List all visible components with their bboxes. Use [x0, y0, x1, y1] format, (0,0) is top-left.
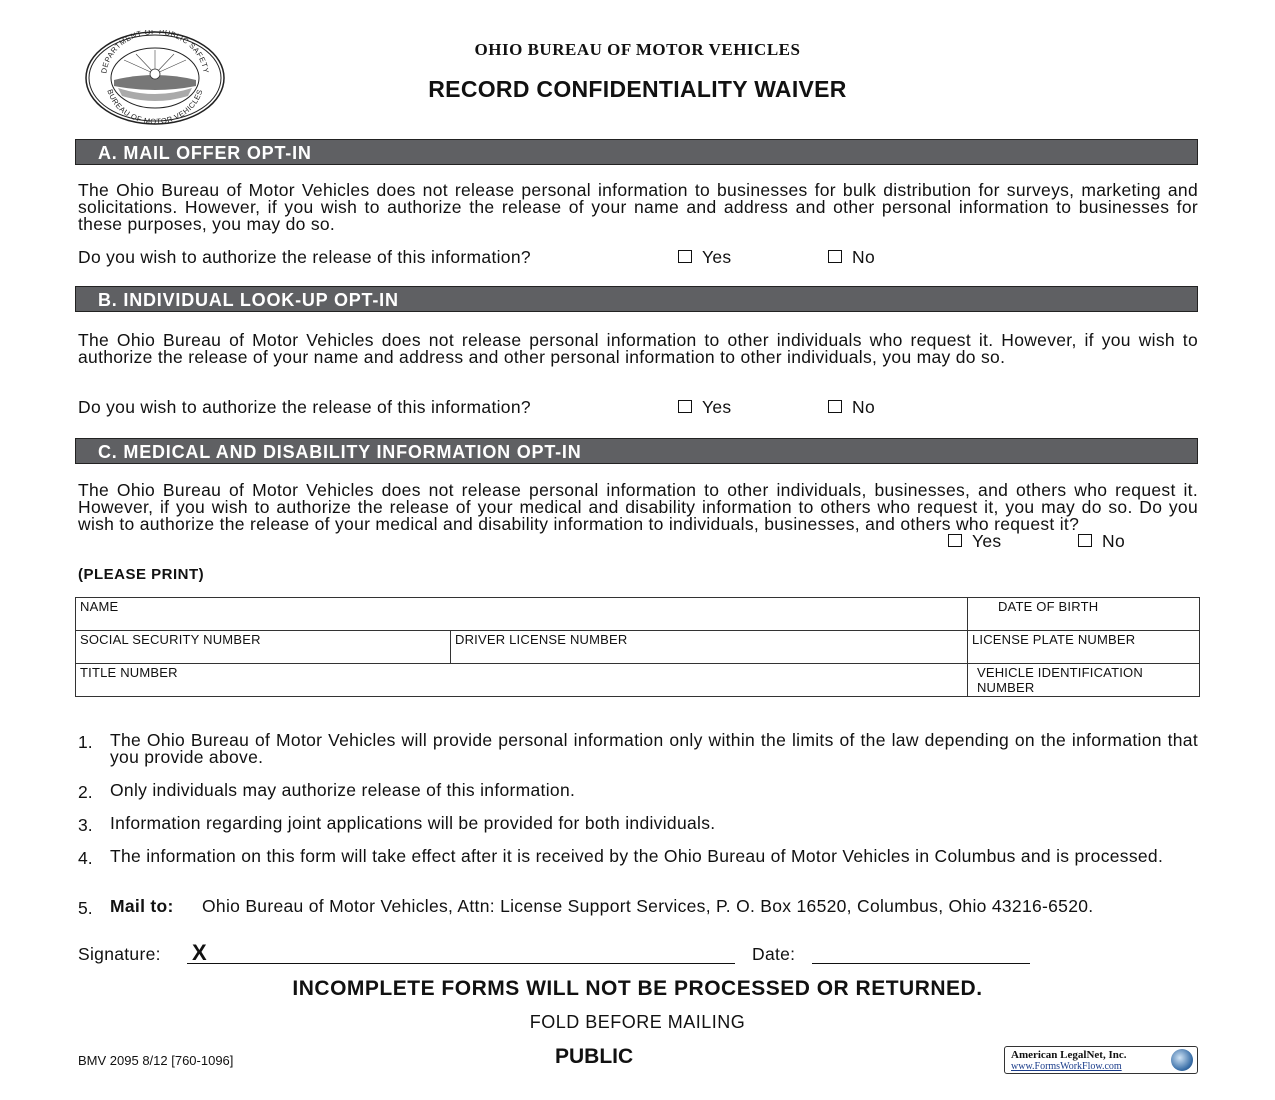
date-label: Date:: [752, 944, 796, 964]
section-c-no-option[interactable]: [1078, 531, 1125, 552]
please-print-label: (PLEASE PRINT): [78, 566, 205, 583]
signature-line[interactable]: [187, 963, 735, 964]
svg-text:BUREAU OF MOTOR VEHICLES: [105, 88, 204, 126]
section-b-body: The Ohio Bureau of Motor Vehicles does not release personal information to other individuals who request it. However, if you wish to authorize the release of your name and address and other personal information to other individuals, you may do so.: [78, 330, 1198, 367]
section-a-heading: A. MAIL OFFER OPT-IN: [75, 139, 1198, 165]
dl-label: DRIVER LICENSE NUMBER: [455, 632, 628, 647]
section-c-heading: C. MEDICAL AND DISABILITY INFORMATION OPT-IN: [75, 438, 1198, 464]
note-2-number: 2.: [78, 782, 93, 802]
section-b-yes-option[interactable]: [678, 397, 731, 418]
ssn-label: SOCIAL SECURITY NUMBER: [80, 632, 261, 647]
section-b-yes-label: Yes: [702, 397, 732, 417]
public-marking: PUBLIC: [555, 1045, 634, 1068]
name-field[interactable]: [76, 598, 968, 631]
section-a-yes-label: Yes: [702, 247, 732, 267]
section-a-no-label: No: [852, 247, 875, 267]
publisher-name: American LegalNet, Inc.: [1011, 1049, 1127, 1061]
note-3-text: Information regarding joint applications will be provided for both individuals.: [110, 813, 716, 833]
dob-field[interactable]: [967, 598, 1199, 631]
applicant-info-table: [75, 597, 1200, 697]
note-1-number: 1.: [78, 732, 93, 752]
form-number: BMV 2095 8/12 [760-1096]: [78, 1053, 234, 1068]
note-4-text: The information on this form will take effect after it is received by the Ohio Bureau of Motor Vehicles in Columbus and is processed.: [110, 846, 1164, 866]
note-2-text: Only individuals may authorize release of this information.: [110, 780, 576, 800]
ssn-field[interactable]: [76, 631, 451, 664]
note-5-text: Ohio Bureau of Motor Vehicles, Attn: License Support Services, P. O. Box 16520, Columbus, Ohio 43216-6520.: [202, 896, 1094, 916]
note-4-number: 4.: [78, 848, 93, 868]
section-b-question: Do you wish to authorize the release of this information?: [78, 397, 531, 417]
section-b-no-option[interactable]: [828, 397, 875, 418]
note-5-number: 5.: [78, 898, 93, 918]
seal-top-text: DEPARTMENT OF PUBLIC SAFETY: [99, 30, 211, 75]
section-a-yes-option[interactable]: [678, 247, 731, 268]
note-1-text: The Ohio Bureau of Motor Vehicles will provide personal information only within the limits of the law depending on the information that you provide above.: [110, 730, 1198, 767]
section-b-no-checkbox[interactable]: [828, 400, 842, 413]
section-c-no-label: No: [1102, 531, 1125, 551]
plate-field[interactable]: [967, 631, 1199, 664]
section-c-yes-label: Yes: [972, 531, 1002, 551]
section-b-yes-checkbox[interactable]: [678, 400, 692, 413]
publisher-badge: [1004, 1046, 1198, 1074]
section-a-body: The Ohio Bureau of Motor Vehicles does not release personal information to businesses for bulk distribution for surveys, marketing and solicitations. However, if you wish to authorize the release of your name and address and other personal information to businesses for these purposes, you may do so.: [78, 180, 1198, 234]
title-number-field[interactable]: [76, 664, 968, 697]
section-c-body: The Ohio Bureau of Motor Vehicles does not release personal information to other individuals, businesses, and others who request it. However, if you wish to authorize the release of your medical and disability information to others who request it, you may do so. Do you wish to authorize the release of your medical and disability information to individuals, businesses, and others who request it?: [78, 480, 1198, 534]
dl-field[interactable]: [451, 631, 968, 664]
section-a-no-checkbox[interactable]: [828, 250, 842, 263]
section-c-no-checkbox[interactable]: [1078, 534, 1092, 547]
dob-label: DATE OF BIRTH: [997, 599, 1099, 614]
name-label: NAME: [80, 599, 119, 614]
section-b-heading: B. INDIVIDUAL LOOK-UP OPT-IN: [75, 286, 1198, 312]
signature-mark: X: [192, 940, 207, 965]
section-c-yes-option[interactable]: [948, 531, 1001, 552]
section-a-question: Do you wish to authorize the release of this information?: [78, 247, 531, 267]
vin-field[interactable]: [967, 664, 1199, 697]
section-a-yes-checkbox[interactable]: [678, 250, 692, 263]
section-c-yes-checkbox[interactable]: [948, 534, 962, 547]
seal-bottom-text: BUREAU OF MOTOR VEHICLES: [105, 88, 205, 126]
section-b-no-label: No: [852, 397, 875, 417]
note-3-number: 3.: [78, 815, 93, 835]
publisher-link[interactable]: www.FormsWorkFlow.com: [1011, 1061, 1122, 1072]
vin-label: VEHICLE IDENTIFICATION NUMBER: [976, 665, 1143, 695]
department-seal: [84, 30, 226, 126]
section-a-no-option[interactable]: [828, 247, 875, 268]
signature-label: Signature:: [78, 944, 161, 964]
agency-name: OHIO BUREAU OF MOTOR VEHICLES: [474, 40, 801, 59]
date-line[interactable]: [812, 963, 1030, 964]
form-title: RECORD CONFIDENTIALITY WAIVER: [428, 76, 847, 102]
incomplete-warning: INCOMPLETE FORMS WILL NOT BE PROCESSED OR RETURNED.: [292, 977, 983, 1000]
title-number-label: TITLE NUMBER: [80, 665, 178, 680]
plate-label: LICENSE PLATE NUMBER: [971, 632, 1136, 647]
globe-icon: [1171, 1049, 1193, 1071]
fold-instruction: FOLD BEFORE MAILING: [529, 1012, 746, 1032]
note-5-label: Mail to:: [110, 896, 174, 916]
